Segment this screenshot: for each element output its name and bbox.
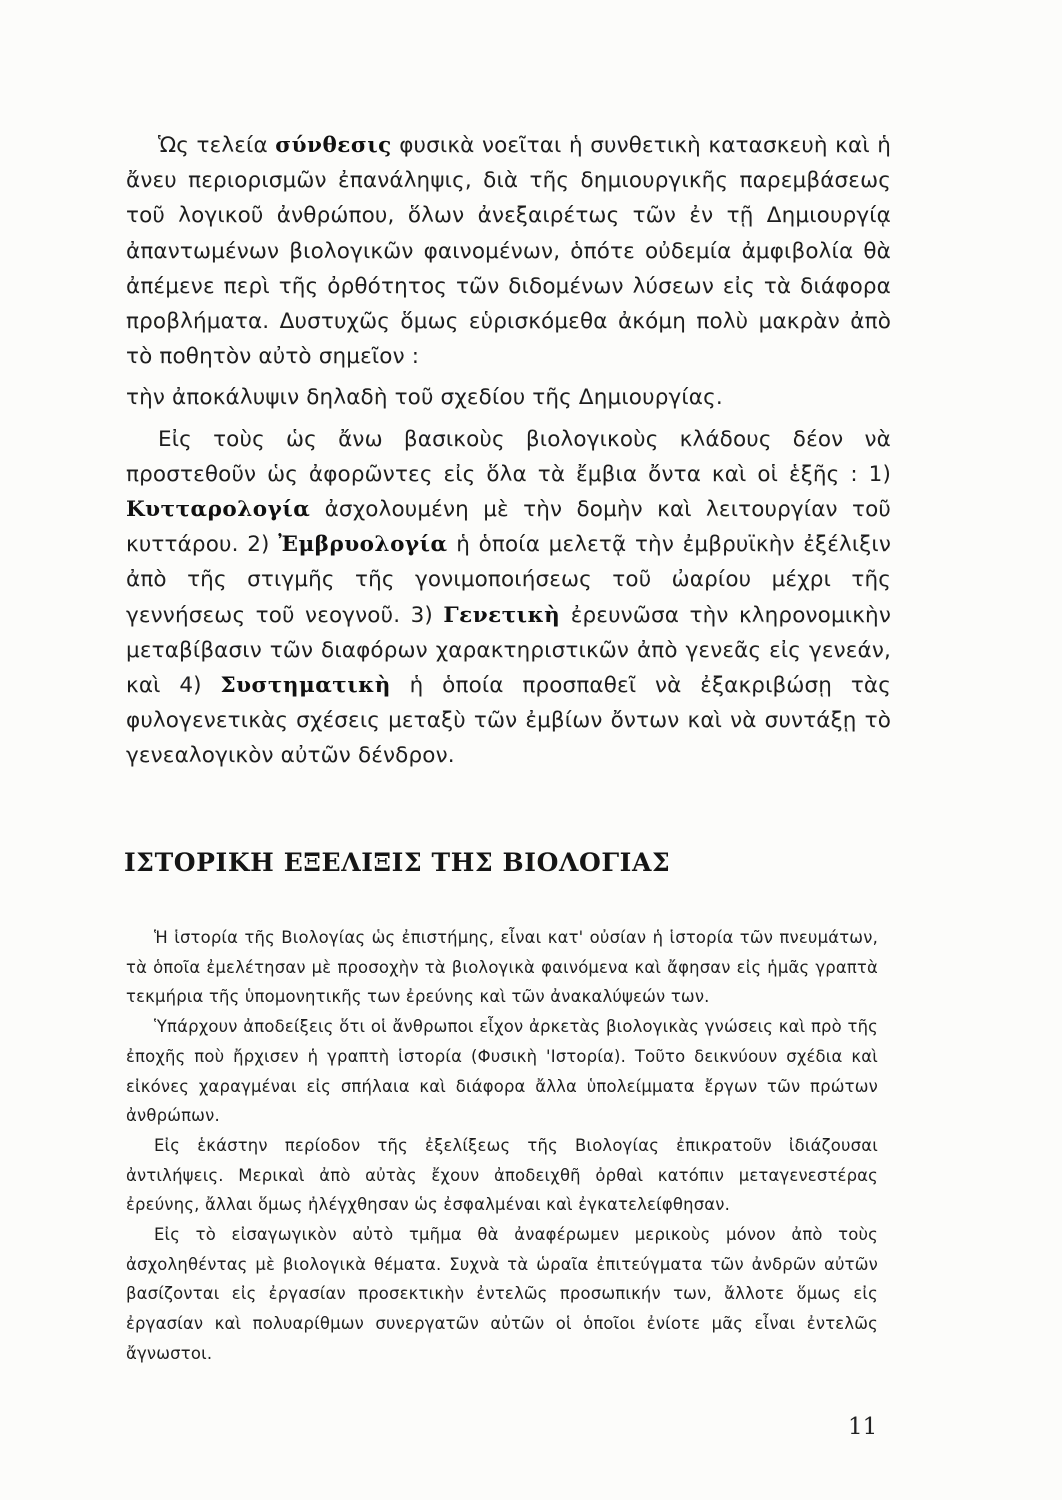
history-paragraph: Ἡ ἱστορία τῆς Βιολογίας ὡς ἐπιστήμης, εἶναι κατ' οὐσίαν ἡ ἱστορία τῶν πνευμάτων, τὰ ὁποῖα ἐμελέτησαν μὲ προσοχὴν τὰ βιολογικὰ φαινόμενα καὶ ἄφησαν εἰς ἡμᾶς γραπτὰ τεκμήρια τῆς ὑπομονητικῆς των ἐρεύνης καὶ τῶν ἀνακαλύψεών των. <box>126 928 878 1007</box>
history-paragraph: Εἰς τὸ εἰσαγωγικὸν αὐτὸ τμῆμα θὰ ἀναφέρωμεν μερικοὺς μόνον ἀπὸ τοὺς ἀσχοληθέντας μὲ βιολογικὰ θέματα. Συχνὰ τὰ ὡραῖα ἐπιτεύγματα τῶν ἀνδρῶν αὐτῶν βασίζονται εἰς ἐργασίαν προσεκτικὴν ἐντελῶς προσωπικήν των, ἄλλοτε ὅμως εἰς ἐργασίαν καὶ πολυαρίθμων συνεργατῶν αὐτῶν οἱ ὁποῖοι ἐνίοτε μᾶς εἶναι ἐντελῶς ἄγνωστοι. <box>126 1225 878 1363</box>
term-synthesis: σύνθεσις <box>275 133 392 158</box>
history-paragraph: Ὑπάρχουν ἀποδείξεις ὅτι οἱ ἄνθρωποι εἶχον ἀρκετὰς βιολογικὰς γνώσεις καὶ πρὸ τῆς ἐποχῆς ποὺ ἤρχισεν ἡ γραπτὴ ἱστορία (Φυσικὴ 'Ιστορία). Τοῦτο δεικνύουν σχέδια καὶ εἰκόνες χαραγμέναι εἰς σπήλαια καὶ διάφορα ἄλλα ὑπολείμματα ἔργων τῶν πρώτων ἀνθρώπων. <box>126 1017 878 1126</box>
history-paragraph: Εἰς ἑκάστην περίοδον τῆς ἐξελίξεως τῆς Βιολογίας ἐπικρατοῦν ἰδιάζουσαι ἀντιλήψεις. Μερικαὶ ἀπὸ αὐτὰς ἔχουν ἀποδειχθῆ ὀρθαὶ κατόπιν μεταγενεστέρας ἐρεύνης, ἄλλαι ὅμως ἠλέγχθησαν ὡς ἐσφαλμέναι καὶ ἐγκατελείφθησαν. <box>126 1135 878 1215</box>
intro-paragraph-synthesis: Ὡς τελεία σύνθεσις φυσικὰ νοεῖται ἡ συνθετικὴ κατασκευὴ καὶ ἡ ἄνευ περιορισμῶν ἐπανάληψις, διὰ τῆς δημιουργικῆς παρεμβάσεως τοῦ λογικοῦ ἀνθρώπου, ὅλων ἀνεξαιρέτως τῶν ἐν τῇ Δημιουργίᾳ ἀπαντωμένων βιολογικῶν φαινομένων, ὁπότε οὐδεμία ἀμφιβολία θὰ ἀπέμενε περὶ τῆς ὀρθότητος τῶν διδομένων λύσεων εἰς τὰ διάφορα προβλήματα. Δυστυχῶς ὅμως εὑρισκόμεθα ἀκόμη πολὺ μακρὰν ἀπὸ τὸ ποθητὸν αὐτὸ σημεῖον : <box>126 133 892 370</box>
section-heading: ΙΣΤΟΡΙΚΗ ΕΞΕΛΙΞΙΣ ΤΗΣ ΒΙΟΛΟΓΙΑΣ <box>124 848 671 877</box>
term-embryology: Ἐμβρυολογία <box>278 532 448 558</box>
page-number: 11 <box>848 1414 878 1440</box>
history-text <box>126 923 878 1369</box>
term-systematics: Συστηματικὴ <box>220 673 391 699</box>
intro-paragraph-revelation: τὴν ἀποκάλυψιν δηλαδὴ τοῦ σχεδίου τῆς Δημιουργίας. <box>126 385 723 411</box>
intro-paragraph-branches: Εἰς τοὺς ὡς ἄνω βασικοὺς βιολογικοὺς κλάδους δέον νὰ προστεθοῦν ὡς ἀφορῶντες εἰς ὅλα τὰ ἔμβια ὄντα καὶ οἱ ἑξῆς : 1) Κυτταρολογία ἀσχολουμένη μὲ τὴν δομὴν καὶ λειτουργίαν τοῦ κυττάρου. 2) Ἐμβρυολογία ἡ ὁποία μελετᾷ τὴν ἐμβρυϊκὴν ἐξέλιξιν ἀπὸ τῆς στιγμῆς τῆς γονιμοποιήσεως τοῦ ὠαρίου μέχρι τῆς γεννήσεως τοῦ νεογνοῦ. 3) Γενετικὴ ἐρευνῶσα τὴν κληρονομικὴν μεταβίβασιν τῶν διαφόρων χαρακτηριστικῶν ἀπὸ γενεᾶς εἰς γενεάν, καὶ 4) Συστηματικὴ ἡ ὁποία προσπαθεῖ νὰ ἐξακριβώσῃ τὰς φυλογενετικὰς σχέσεις μεταξὺ τῶν ἐμβίων ὄντων καὶ νὰ συντάξῃ τὸ γενεαλογικὸν αὐτῶν δένδρον. <box>126 426 892 769</box>
term-genetics: Γενετικὴ <box>443 602 561 628</box>
term-cytology: Κυτταρολογία <box>126 497 311 523</box>
intro-text <box>126 128 891 774</box>
